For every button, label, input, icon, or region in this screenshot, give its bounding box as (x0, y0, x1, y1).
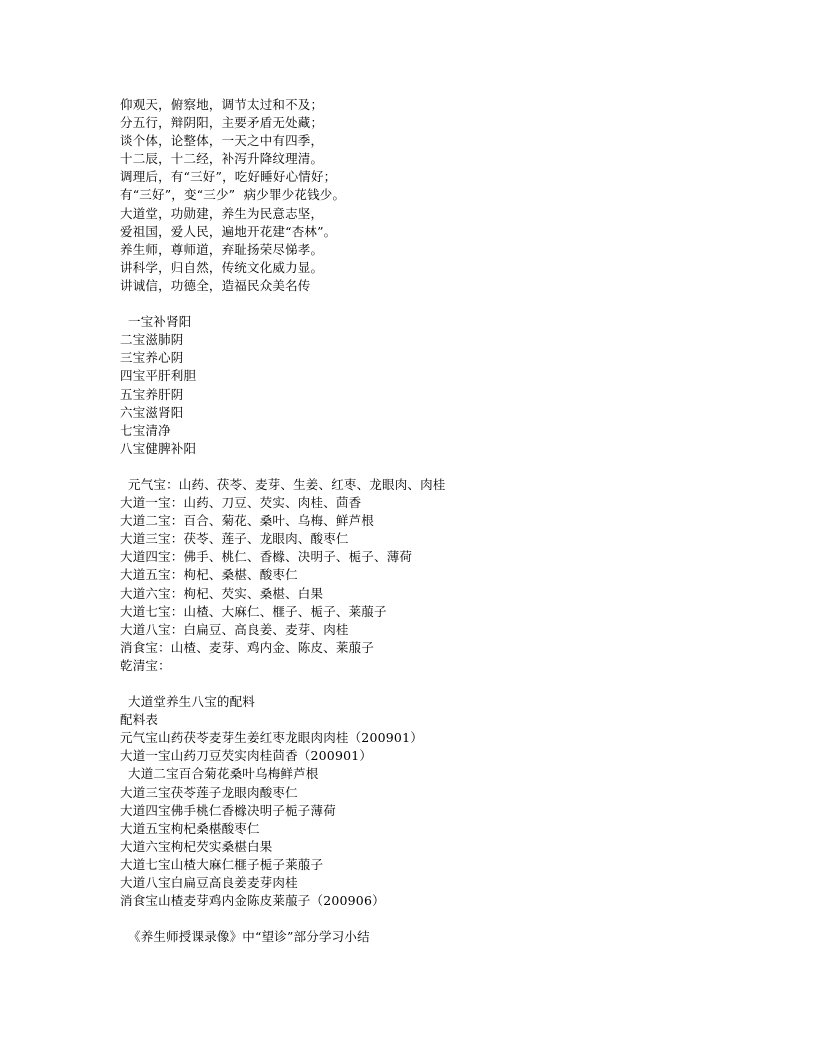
ingredient-item: 元气宝：山药、茯苓、麦芽、生姜、红枣、龙眼肉、肉桂 (128, 476, 446, 492)
recipe-item: 大道四宝佛手桃仁香橼决明子栀子薄荷 (120, 802, 336, 818)
ingredient-item: 乾清宝： (120, 657, 171, 673)
document-page (120, 96, 760, 946)
poem-line: 谈个体，论整体，一天之中有四季， (120, 133, 324, 149)
poem-line: 十二辰，十二经，补泻升降纹理清。 (120, 151, 324, 167)
treasure-item: 一宝补肾阳 (128, 314, 192, 330)
spacer (120, 295, 760, 313)
ingredient-item: 大道一宝：山药、刀豆、芡实、肉桂、茴香 (120, 495, 362, 511)
recipe-item: 大道七宝山楂大麻仁榧子栀子莱菔子 (120, 856, 324, 872)
poem-section (120, 96, 760, 295)
recipe-item: 元气宝山药茯苓麦芽生姜红枣龙眼肉肉桂（200901） (120, 730, 423, 746)
poem-line: 分五行，辩阴阳，主要矛盾无处藏； (120, 115, 324, 131)
spacer (120, 675, 760, 693)
ingredient-item: 大道三宝：茯苓、莲子、龙眼肉、酸枣仁 (120, 531, 349, 547)
recipe-item: 大道三宝茯苓莲子龙眼肉酸枣仁 (120, 784, 298, 800)
ingredient-list (120, 476, 760, 675)
ingredient-item: 大道六宝：枸杞、芡实、桑椹、白果 (120, 585, 324, 601)
recipe-item: 大道五宝枸杞桑椹酸枣仁 (120, 820, 260, 836)
poem-line: 养生师，尊师道，弃耻扬荣尽悌孝。 (120, 241, 324, 257)
recipe-item: 大道六宝枸杞芡实桑椹白果 (120, 838, 273, 854)
treasure-item: 二宝滋肺阴 (120, 332, 184, 348)
ingredient-item: 大道八宝：白扁豆、高良姜、麦芽、肉桂 (120, 621, 349, 637)
treasure-list (120, 313, 760, 458)
treasure-item: 三宝养心阴 (120, 350, 184, 366)
recipe-item: 大道一宝山药刀豆芡实肉桂茴香（200901） (120, 748, 373, 764)
ingredient-item: 大道七宝：山楂、大麻仁、榧子、栀子、莱菔子 (120, 603, 387, 619)
recipe-item: 大道八宝白扁豆高良姜麦芽肉桂 (120, 875, 298, 891)
treasure-item: 五宝养肝阴 (120, 386, 184, 402)
summary-title: 《养生师授课录像》中“望诊”部分学习小结 (128, 929, 370, 945)
recipe-subheading: 配料表 (120, 712, 159, 728)
treasure-item: 四宝平肝利胆 (120, 368, 197, 384)
poem-line: 讲科学，归自然，传统文化威力显。 (120, 259, 324, 275)
ingredient-item: 消食宝：山楂、麦芽、鸡内金、陈皮、莱菔子 (120, 639, 375, 655)
poem-line: 仰观天，俯察地，调节太过和不及； (120, 97, 324, 112)
ingredient-item: 大道四宝：佛手、桃仁、香橼、决明子、栀子、薄荷 (120, 549, 413, 565)
treasure-item: 七宝清净 (120, 422, 171, 438)
recipe-section (120, 693, 760, 910)
ingredient-item: 大道二宝：百合、菊花、桑叶、乌梅、鲜芦根 (120, 513, 375, 529)
recipe-item: 大道二宝百合菊花桑叶乌梅鲜芦根 (128, 766, 319, 782)
poem-line: 讲诚信，功德全，造福民众美名传 (120, 277, 311, 293)
poem-line: 爱祖国，爱人民，遍地开花建“杏林”。 (120, 223, 337, 239)
poem-line: 有“三好”，变“三少” 病少罪少花钱少。 (120, 187, 346, 203)
ingredient-item: 大道五宝：枸杞、桑椹、酸枣仁 (120, 567, 298, 583)
poem-line: 调理后，有“三好”，吃好睡好心情好； (120, 169, 337, 185)
treasure-item: 八宝健脾补阳 (120, 440, 197, 456)
spacer (120, 458, 760, 476)
recipe-heading: 大道堂养生八宝的配料 (128, 694, 256, 710)
poem-line: 大道堂，功勋建，养生为民意志坚， (120, 205, 324, 221)
treasure-item: 六宝滋肾阳 (120, 404, 184, 420)
recipe-item: 消食宝山楂麦芽鸡内金陈皮莱菔子（200906） (120, 893, 385, 909)
spacer (120, 910, 760, 928)
